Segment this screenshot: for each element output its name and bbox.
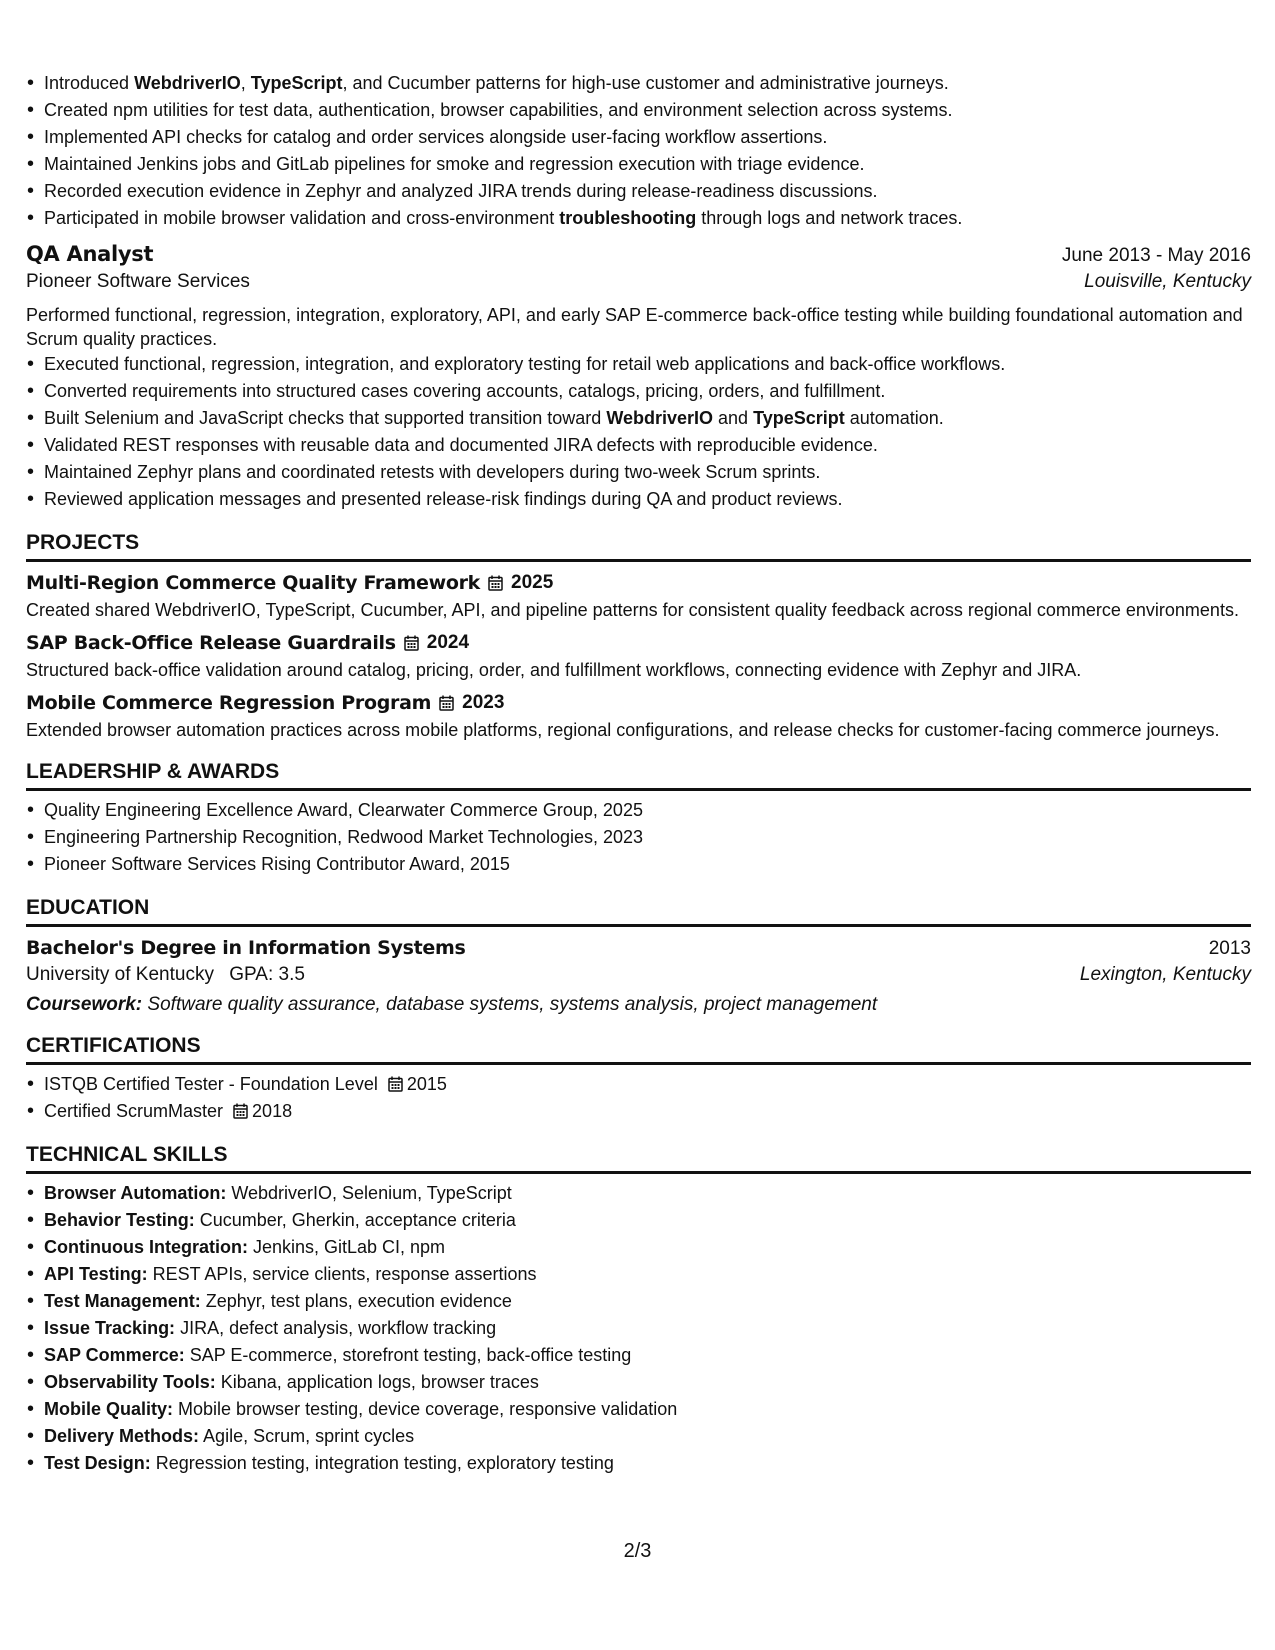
coursework-label: Coursework:	[26, 994, 143, 1015]
calendar-icon	[404, 635, 419, 651]
job-subheader	[26, 271, 1251, 293]
list-item: • Maintained Zephyr plans and coordinated retests with developers during two-week Scrum sprints.	[44, 459, 1251, 486]
award-item: • Engineering Partnership Recognition, Redwood Market Technologies, 2023	[44, 824, 1251, 851]
calendar-icon	[488, 575, 503, 591]
project-name: Mobile Commerce Regression Program	[26, 692, 432, 714]
skill-item: • Continuous Integration: Jenkins, GitLab CI, npm	[44, 1234, 1251, 1261]
education-year: 2013	[1208, 938, 1251, 959]
skill-item: • Issue Tracking: JIRA, defect analysis, workflow tracking	[44, 1315, 1251, 1342]
skill-item: • Mobile Quality: Mobile browser testing, device coverage, responsive validation	[44, 1396, 1251, 1423]
education-degree: Bachelor's Degree in Information Systems	[26, 937, 466, 959]
list-item: • Validated REST responses with reusable data and documented JIRA defects with reproducible evidence.	[44, 432, 1251, 459]
project-name: SAP Back-Office Release Guardrails	[26, 632, 396, 654]
certification-item: • Certified ScrumMaster 2018	[44, 1098, 1251, 1125]
award-item: • Pioneer Software Services Rising Contributor Award, 2015	[44, 851, 1251, 878]
education-header	[26, 937, 1251, 960]
list-item: • Reviewed application messages and presented release-risk findings during QA and product reviews.	[44, 486, 1251, 513]
experience-bullet-list	[26, 70, 1251, 232]
award-item: • Quality Engineering Excellence Award, Clearwater Commerce Group, 2025	[44, 797, 1251, 824]
coursework-text: Software quality assurance, database systems, systems analysis, project management	[147, 994, 878, 1015]
job-location: Louisville, Kentucky	[1084, 271, 1251, 292]
list-item: • Recorded execution evidence in Zephyr and analyzed JIRA trends during release-readiness discussions.	[44, 178, 1251, 205]
certifications-list	[26, 1071, 1251, 1125]
project-header	[26, 692, 1251, 714]
certification-item: • ISTQB Certified Tester - Foundation Level 2015	[44, 1071, 1251, 1098]
skill-item: • Test Management: Zephyr, test plans, execution evidence	[44, 1288, 1251, 1315]
skill-item: • Test Design: Regression testing, integration testing, exploratory testing	[44, 1450, 1251, 1477]
skill-item: • Delivery Methods: Agile, Scrum, sprint cycles	[44, 1423, 1251, 1450]
project-year: 2023	[462, 692, 505, 713]
job-bullet-list	[26, 351, 1251, 513]
list-item: • Implemented API checks for catalog and order services alongside user-facing workflow assertions.	[44, 124, 1251, 151]
education-location: Lexington, Kentucky	[1079, 964, 1251, 985]
project-header	[26, 572, 1251, 594]
section-title-awards: LEADERSHIP & AWARDS	[26, 760, 1251, 791]
calendar-icon	[439, 695, 454, 711]
list-item: • Introduced WebdriverIO, TypeScript, and Cucumber patterns for high-use customer and administrative journeys.	[44, 70, 1251, 97]
list-item: • Participated in mobile browser validation and cross-environment troubleshooting through logs and network traces.	[44, 205, 1251, 232]
project-description: Structured back-office validation around catalog, pricing, order, and fulfillment workflows, connecting evidence with Zephyr and JIRA.	[26, 660, 1082, 680]
projects-list	[26, 572, 1251, 742]
project-name: Multi-Region Commerce Quality Framework	[26, 572, 481, 594]
job-summary: Performed functional, regression, integration, exploratory, API, and early SAP E-commerce back-office testing while building foundational automation and Scrum quality practices.	[26, 305, 1243, 349]
calendar-icon	[233, 1103, 248, 1119]
calendar-icon	[388, 1076, 403, 1092]
job-company: Pioneer Software Services	[26, 271, 250, 292]
job-title: QA Analyst	[26, 242, 154, 266]
resume-page	[26, 70, 1251, 1477]
job-header	[26, 242, 1251, 267]
skill-item: • SAP Commerce: SAP E-commerce, storefront testing, back-office testing	[44, 1342, 1251, 1369]
project-description: Created shared WebdriverIO, TypeScript, Cucumber, API, and pipeline patterns for consistent quality feedback across regional commerce environments.	[26, 600, 1239, 620]
list-item: • Built Selenium and JavaScript checks that supported transition toward WebdriverIO and TypeScript automation.	[44, 405, 1251, 432]
education-subheader	[26, 964, 1251, 986]
section-title-education: EDUCATION	[26, 896, 1251, 927]
list-item: • Maintained Jenkins jobs and GitLab pipelines for smoke and regression execution with triage evidence.	[44, 151, 1251, 178]
project-header	[26, 632, 1251, 654]
list-item: • Converted requirements into structured cases covering accounts, catalogs, pricing, orders, and fulfillment.	[44, 378, 1251, 405]
skill-item: • Browser Automation: WebdriverIO, Selenium, TypeScript	[44, 1180, 1251, 1207]
skill-item: • Behavior Testing: Cucumber, Gherkin, acceptance criteria	[44, 1207, 1251, 1234]
page-number: 2/3	[623, 1540, 652, 1562]
project-year: 2025	[511, 572, 554, 593]
section-title-certifications: CERTIFICATIONS	[26, 1034, 1251, 1065]
skills-list	[26, 1180, 1251, 1477]
education-gpa: GPA: 3.5	[229, 964, 305, 985]
job-dates: June 2013 - May 2016	[1061, 245, 1251, 266]
awards-list	[26, 797, 1251, 878]
education-coursework	[26, 994, 1251, 1016]
section-title-projects: PROJECTS	[26, 531, 1251, 562]
section-title-skills: TECHNICAL SKILLS	[26, 1143, 1251, 1174]
education-school: University of Kentucky	[26, 964, 214, 985]
list-item: • Created npm utilities for test data, authentication, browser capabilities, and environment selection across systems.	[44, 97, 1251, 124]
list-item: • Executed functional, regression, integration, and exploratory testing for retail web applications and back-office workflows.	[44, 351, 1251, 378]
project-year: 2024	[426, 632, 470, 653]
skill-item: • API Testing: REST APIs, service clients, response assertions	[44, 1261, 1251, 1288]
skill-item: • Observability Tools: Kibana, application logs, browser traces	[44, 1369, 1251, 1396]
project-description: Extended browser automation practices across mobile platforms, regional configurations, and release checks for customer-facing commerce journeys.	[26, 720, 1220, 740]
